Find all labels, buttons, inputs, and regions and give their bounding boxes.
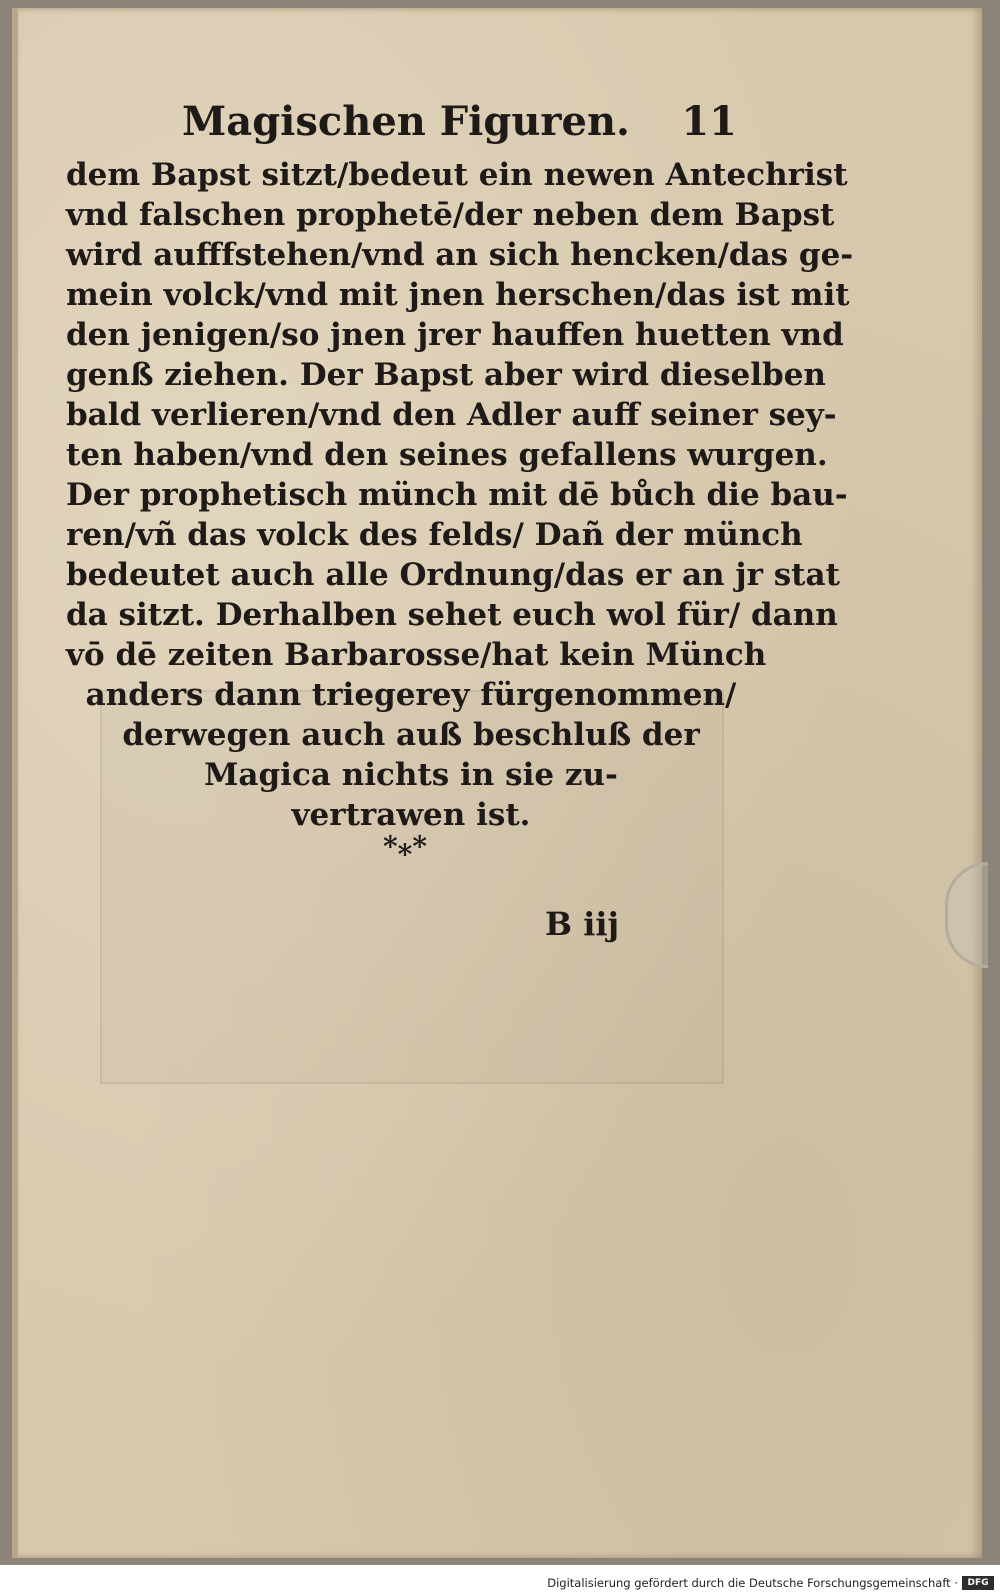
text-line: ten haben/vnd den seines gefallens wurgen.	[66, 437, 828, 473]
text-line: anders dann triegerey fürgenommen/	[85, 677, 737, 713]
text-line: bald verlieren/vnd den Adler auff seiner sey-	[66, 397, 837, 433]
text-line: dem Bapst sitzt/bedeut ein newen Antechrist	[66, 157, 848, 193]
folio-number: 11	[681, 98, 737, 145]
text-line: Der prophetisch münch mit dē bůch die bau-	[66, 477, 848, 513]
body-text	[66, 155, 854, 835]
text-line: Magica nichts in sie zu-	[204, 757, 618, 793]
text-line: vnd falschen prophetē/der neben dem Bapst	[66, 197, 835, 233]
text-line: genß ziehen. Der Bapst aber wird dieselben	[66, 357, 826, 393]
text-line: derwegen auch auß beschluß der	[122, 717, 700, 753]
running-head-title: Magischen Figuren.	[182, 98, 630, 145]
asterism-ornament: *⁎*	[383, 830, 427, 863]
running-head	[182, 98, 737, 148]
text-line: bedeutet auch alle Ordnung/das er an jr stat	[66, 557, 840, 593]
text-line: ren/vñ das volck des felds/ Dañ der münch	[66, 517, 803, 553]
text-line: vertrawen ist.	[291, 797, 531, 833]
text-line: mein volck/vnd mit jnen herschen/das ist mit	[66, 277, 850, 313]
dfg-logo: DFG	[962, 1576, 994, 1590]
text-line: wird aufffstehen/vnd an sich hencken/das ge-	[66, 237, 854, 273]
text-line: da sitzt. Derhalben sehet euch wol für/ dann	[66, 597, 838, 633]
text-line: den jenigen/so jnen jrer hauffen huetten vnd	[66, 317, 844, 353]
page-gutter-edge	[12, 8, 18, 1558]
funding-credit: Digitalisierung gefördert durch die Deutsche Forschungsgemeinschaft ·	[547, 1576, 958, 1590]
text-line: vō dē zeiten Barbarosse/hat kein Münch	[66, 637, 767, 673]
digitization-footer	[0, 1573, 1000, 1593]
signature-mark: B iij	[545, 905, 620, 943]
